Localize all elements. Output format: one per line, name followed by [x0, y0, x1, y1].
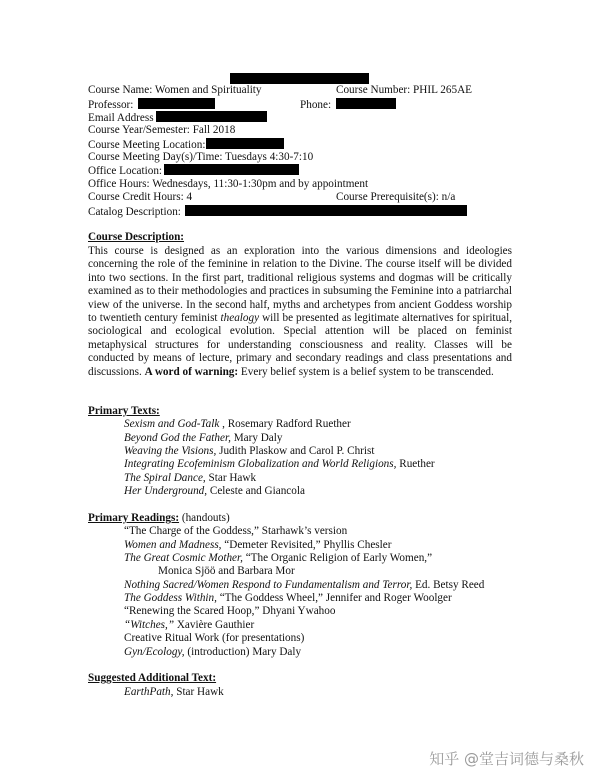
list-item: Women and Madness, “Demeter Revisited,” Phyllis Chesler: [124, 539, 392, 551]
professor-label: Professor:: [88, 98, 215, 112]
list-item: The Great Cosmic Mother, “The Organic Religion of Early Women,”: [124, 552, 433, 564]
redacted-professor: [138, 98, 215, 109]
redacted-phone: [336, 98, 396, 109]
redacted-office-location: [164, 164, 299, 175]
meeting-days: Course Meeting Day(s)/Time: Tuesdays 4:30-7:10: [88, 151, 314, 163]
list-item: Sexism and God-Talk , Rosemary Radford Ruether: [124, 418, 351, 430]
list-item: The Spiral Dance, Star Hawk: [124, 472, 257, 484]
list-item: “Witches,” Xavière Gauthier: [124, 619, 255, 631]
watermark: 知乎 @堂吉词德与桑秋: [429, 749, 584, 768]
list-item: Gyn/Ecology, (introduction) Mary Daly: [124, 646, 302, 658]
prerequisites: Course Prerequisite(s): n/a: [336, 191, 456, 203]
list-item: Creative Ritual Work (for presentations): [124, 632, 305, 644]
list-item: Beyond God the Father, Mary Daly: [124, 432, 283, 444]
credit-hours: Course Credit Hours: 4: [88, 191, 193, 203]
list-item: “The Charge of the Goddess,” Starhawk’s version: [124, 525, 348, 537]
description-heading: Course Description:: [88, 231, 185, 243]
list-item: Nothing Sacred/Women Respond to Fundamentalism and Terror, Ed. Betsy Reed: [124, 579, 485, 591]
description-body: This course is designed as an exploration into the various dimensions and ideologies concerning the role of the feminine in relation to the Divine. The course itself will be divided into two sections. In the first part, traditional religious systems and dogmas will be critically examined as to their methodologies and practices in subsuming the Feminine into a patriarchal view of the universe. In the second half, myths and archetypes from ancient Goddess worship to twentieth century feminist thealogy will be presented as legitimate alternatives for spiritual, sociological and ecological evolution. Special attention will be placed on feminist metaphysical structures for understanding consciousness and reality. Classes will be conducted by means of lecture, primary and secondary readings and class presentations and discussions. A word of warning: Every belief system is a belief system to be transcended.: [88, 245, 513, 378]
office-location-label: Office Location:: [88, 164, 299, 178]
suggested-heading: Suggested Additional Text:: [88, 672, 217, 684]
phone-label: Phone:: [300, 98, 396, 112]
meeting-location-label: Course Meeting Location:: [88, 138, 284, 152]
course-name: Course Name: Women and Spirituality: [88, 84, 262, 96]
catalog-label: Catalog Description:: [88, 205, 467, 219]
list-item: Her Underground, Celeste and Giancola: [124, 485, 305, 497]
course-number: Course Number: PHIL 265AE: [336, 84, 472, 96]
list-item: The Goddess Within, “The Goddess Wheel,” Jennifer and Roger Woolger: [124, 592, 452, 604]
email-label: Email Address: [88, 111, 267, 125]
redacted-email: [156, 111, 267, 122]
year-semester: Course Year/Semester: Fall 2018: [88, 124, 236, 136]
office-hours: Office Hours: Wednesdays, 11:30-1:30pm and by appointment: [88, 178, 369, 190]
list-item: Monica Sjöö and Barbara Mor: [158, 565, 295, 577]
list-item: Weaving the Visions, Judith Plaskow and Carol P. Christ: [124, 445, 375, 457]
list-item: Integrating Ecofeminism Globalization and World Religions, Ruether: [124, 458, 435, 470]
primary-texts-heading: Primary Texts:: [88, 405, 160, 417]
list-item: “Renewing the Scared Hoop,” Dhyani Ywahoo: [124, 605, 336, 617]
redacted-meeting-location: [206, 138, 284, 149]
redacted-catalog: [185, 205, 467, 216]
redacted-title: [230, 73, 369, 84]
list-item: EarthPath, Star Hawk: [124, 686, 224, 698]
primary-readings-heading: Primary Readings: (handouts): [88, 512, 230, 524]
